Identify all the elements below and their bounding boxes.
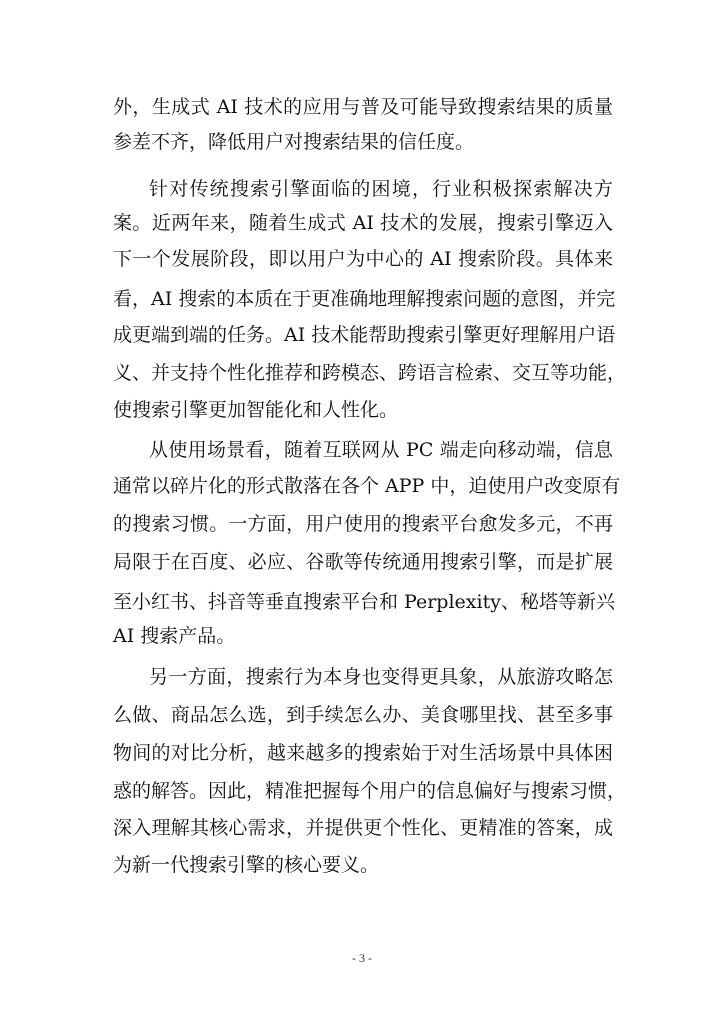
paragraph-first-line: 从使用场景看，随着互联网从 PC 端走向移动端，信息: [149, 439, 613, 461]
text-line: 的搜索习惯。一方面，用户使用的搜索平台愈发多元，不再: [113, 513, 613, 535]
paragraph-first-line: 针对传统搜索引擎面临的困境，行业积极探索解决方: [149, 178, 613, 200]
text-line: 为新一代搜索引擎的核心要义。: [113, 854, 380, 876]
text-line: 局限于在百度、必应、谷歌等传统通用搜索引擎，而是扩展: [113, 551, 613, 573]
text-line: 看，AI 搜索的本质在于更准确地理解搜索问题的意图，并完: [113, 288, 616, 310]
text-line: 成更端到端的任务。AI 技术能帮助搜索引擎更好理解用户语: [113, 324, 616, 346]
page-number: - 3 -: [352, 951, 372, 965]
text-line: 惑的解答。因此，精准把握每个用户的信息偏好与搜索习惯，: [113, 780, 627, 802]
text-line: AI 搜索产品。: [113, 625, 236, 647]
text-line: 使搜索引擎更加智能化和人性化。: [113, 399, 399, 421]
text-line: 么做、商品怎么选，到手续怎么办、美食哪里找、甚至多事: [113, 704, 613, 726]
text-line: 通常以碎片化的形式散落在各个 APP 中，迫使用户改变原有: [113, 475, 621, 497]
text-line: 物间的对比分析，越来越多的搜索始于对生活场景中具体困: [113, 742, 613, 764]
text-line: 参差不齐，降低用户对搜索结果的信任度。: [113, 131, 475, 153]
text-line: 下一个发展阶段，即以用户为中心的 AI 搜索阶段。具体来: [113, 248, 613, 270]
text-line: 义、并支持个性化推荐和跨模态、跨语言检索、交互等功能，: [113, 362, 627, 384]
text-line: 案。近两年来，随着生成式 AI 技术的发展，搜索引擎迈入: [113, 212, 613, 234]
paragraph-first-line: 另一方面，搜索行为本身也变得更具象，从旅游攻略怎: [149, 666, 613, 688]
text-line: 至小红书、抖音等垂直搜索平台和 Perplexity、秘塔等新兴: [113, 591, 615, 613]
text-line: 深入理解其核心需求，并提供更个性化、更精准的答案，成: [113, 817, 613, 839]
text-line: 外，生成式 AI 技术的应用与普及可能导致搜索结果的质量: [113, 96, 613, 118]
